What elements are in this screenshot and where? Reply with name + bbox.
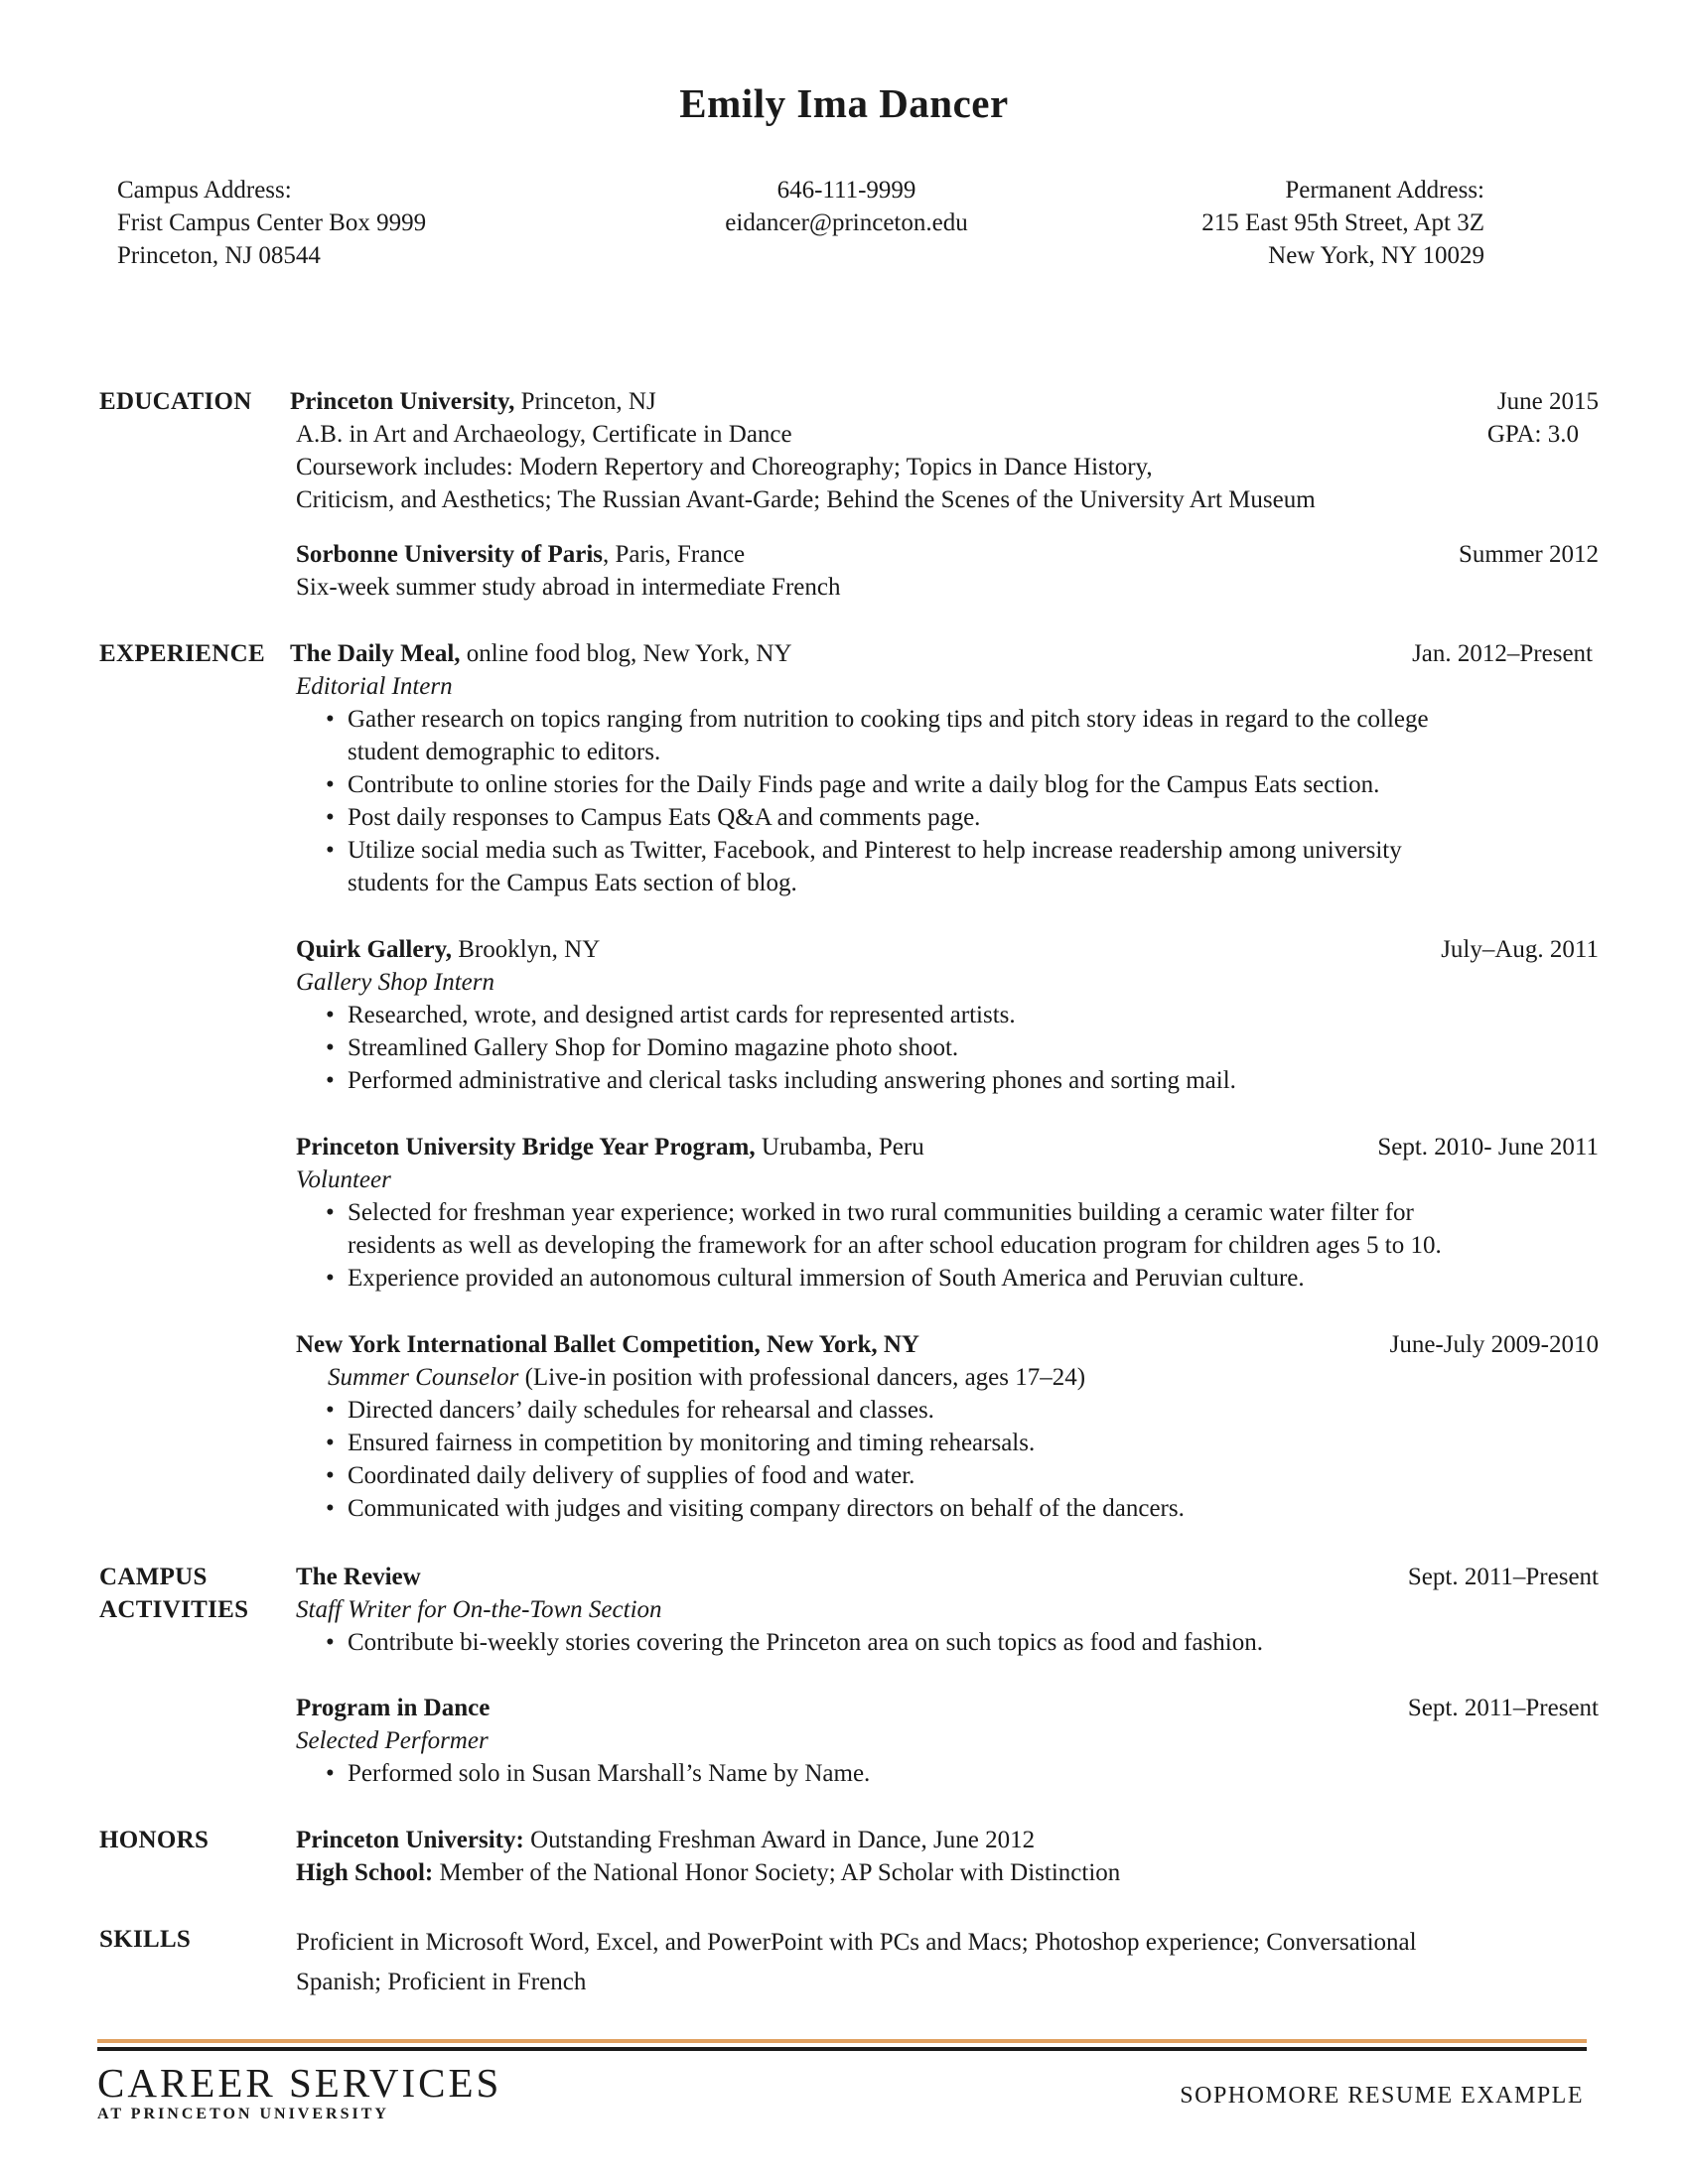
bullet-item: • Experience provided an autonomous cultural immersion of South America and Peruvian culture. <box>296 1262 1599 1295</box>
bullet-item: • Researched, wrote, and designed artist cards for represented artists. <box>296 999 1599 1031</box>
job-title-note: (Live-in position with professional dancers, ages 17–24) <box>518 1364 1086 1391</box>
coursework-line2: Criticism, and Aesthetics; The Russian Avant-Garde; Behind the Scenes of the University Art Museum <box>296 486 1316 513</box>
activity-role: Staff Writer for On-the-Town Section <box>296 1596 662 1623</box>
job-title: Editorial Intern <box>296 673 453 700</box>
experience-daily-meal <box>290 637 1599 899</box>
bullet-item: • Streamlined Gallery Shop for Domino magazine photo shoot. <box>296 1031 1599 1064</box>
logo-wordmark: CAREER SERVICES <box>97 2060 502 2106</box>
logo-subtitle: AT PRINCETON UNIVERSITY <box>97 2106 389 2122</box>
bullet-item: • Selected for freshman year experience; worked in two rural communities building a ceramic water filter for <box>296 1196 1599 1229</box>
bullet-item: • Post daily responses to Campus Eats Q&A and comments page. <box>296 801 1599 834</box>
education-sorbonne <box>296 538 1599 604</box>
email-address: eidancer@princeton.edu <box>725 209 968 236</box>
bullet-item: • Ensured fairness in competition by monitoring and timing rehearsals. <box>296 1427 1599 1459</box>
activity-name: Program in Dance <box>296 1695 491 1721</box>
campus-address-line2: Princeton, NJ 08544 <box>117 242 321 269</box>
gpa: GPA: 3.0 <box>1486 421 1579 448</box>
honor-label: Princeton University: <box>296 1827 524 1853</box>
section-heading-line1: CAMPUS <box>99 1564 208 1590</box>
bullet-item: • Coordinated daily delivery of supplies of food and water. <box>296 1459 1599 1492</box>
school-location: , Paris, France <box>603 541 746 568</box>
activity-the-review <box>296 1561 1599 1659</box>
footer-document-label: SOPHOMORE RESUME EXAMPLE <box>1180 2083 1584 2109</box>
campus-address-label: Campus Address: <box>117 177 292 204</box>
employer-location: online food blog, New York, NY <box>460 640 792 667</box>
job-date: July–Aug. 2011 <box>1441 936 1599 963</box>
section-campus-activities-heading <box>99 1561 248 1626</box>
bullet-item: • Performed solo in Susan Marshall’s Name by Name. <box>296 1757 1599 1790</box>
school-name: Sorbonne University of Paris <box>296 541 604 568</box>
employer-name: Princeton University Bridge Year Program, <box>296 1134 756 1160</box>
education-princeton <box>290 385 1599 516</box>
education-date: Summer 2012 <box>1459 541 1599 568</box>
bullet-item: • Performed administrative and clerical tasks including answering phones and sorting mail. <box>296 1064 1599 1097</box>
activity-date: Sept. 2011–Present <box>1407 1695 1599 1721</box>
section-experience-heading: EXPERIENCE <box>99 640 265 667</box>
activity-date: Sept. 2011–Present <box>1407 1564 1599 1590</box>
activity-program-in-dance <box>296 1692 1599 1790</box>
coursework-line1: Coursework includes: Modern Repertory and Choreography; Topics in Dance History, <box>296 454 1153 480</box>
job-date: June-July 2009-2010 <box>1389 1331 1599 1358</box>
job-title: Volunteer <box>296 1166 391 1193</box>
job-title: Gallery Shop Intern <box>296 969 494 996</box>
honor-text: Member of the National Honor Society; AP Scholar with Distinction <box>433 1859 1121 1886</box>
degree: A.B. in Art and Archaeology, Certificate in Dance <box>296 421 792 448</box>
activity-name: The Review <box>296 1564 421 1590</box>
footer-dark-rule <box>97 2047 1587 2051</box>
bullet-item: • Communicated with judges and visiting company directors on behalf of the dancers. <box>296 1492 1599 1525</box>
job-date: Sept. 2010- June 2011 <box>1377 1134 1599 1160</box>
program-description: Six-week summer study abroad in intermediate French <box>296 574 841 601</box>
permanent-address <box>1201 174 1484 272</box>
bullet-continuation: students for the Campus Eats section of blog. <box>348 870 797 896</box>
school-location: Princeton, NJ <box>514 388 656 415</box>
honor-text: Outstanding Freshman Award in Dance, June 2012 <box>523 1827 1036 1853</box>
employer-name: The Daily Meal, <box>290 640 461 667</box>
skills-text <box>296 1923 1599 2002</box>
bullet-item: • Gather research on topics ranging from nutrition to cooking tips and pitch story ideas in regard to the college <box>296 703 1599 736</box>
honors-list <box>296 1824 1599 1889</box>
school-name: Princeton University, <box>290 388 515 415</box>
section-skills-heading: SKILLS <box>99 1926 192 1953</box>
bullet-item: • Contribute to online stories for the Daily Finds page and write a daily blog for the Campus Eats section. <box>296 768 1599 801</box>
permanent-address-line2: New York, NY 10029 <box>1268 242 1484 269</box>
skills-line1: Proficient in Microsoft Word, Excel, and PowerPoint with PCs and Macs; Photoshop experience; Conversational <box>296 1929 1417 1956</box>
experience-ballet-competition <box>296 1328 1599 1525</box>
resume-name: Emily Ima Dancer <box>679 80 1009 126</box>
job-date: Jan. 2012–Present <box>1412 640 1593 667</box>
employer-name: New York International Ballet Competition, New York, NY <box>296 1331 919 1358</box>
section-education-heading: EDUCATION <box>99 388 252 415</box>
activity-role: Selected Performer <box>296 1727 489 1754</box>
bullet-continuation: residents as well as developing the framework for an after school education program for children ages 5 to 10. <box>348 1232 1442 1259</box>
permanent-address-label: Permanent Address: <box>1285 177 1484 204</box>
employer-location: Brooklyn, NY <box>451 936 601 963</box>
employer-location: Urubamba, Peru <box>755 1134 924 1160</box>
bullet-item: • Contribute bi-weekly stories covering the Princeton area on such topics as food and fashion. <box>296 1626 1599 1659</box>
bullet-continuation: student demographic to editors. <box>348 739 661 765</box>
experience-quirk-gallery <box>296 933 1599 1097</box>
employer-name: Quirk Gallery, <box>296 936 452 963</box>
campus-address-line1: Frist Campus Center Box 9999 <box>117 209 427 236</box>
bullet-item: • Utilize social media such as Twitter, Facebook, and Pinterest to help increase readership among university <box>296 834 1599 867</box>
experience-bridge-year <box>296 1131 1599 1295</box>
section-heading-line2: ACTIVITIES <box>99 1596 249 1623</box>
bullet-item: • Directed dancers’ daily schedules for rehearsal and classes. <box>296 1394 1599 1427</box>
career-services-logo <box>97 2060 501 2123</box>
footer-accent-rule <box>97 2039 1587 2043</box>
skills-line2: Spanish; Proficient in French <box>296 1969 587 1995</box>
phone-number: 646-111-9999 <box>776 177 916 204</box>
section-honors-heading: HONORS <box>99 1827 210 1853</box>
permanent-address-line1: 215 East 95th Street, Apt 3Z <box>1201 209 1484 236</box>
job-title: Summer Counselor <box>328 1364 519 1391</box>
honor-label: High School: <box>296 1859 434 1886</box>
education-date: June 2015 <box>1496 388 1599 415</box>
